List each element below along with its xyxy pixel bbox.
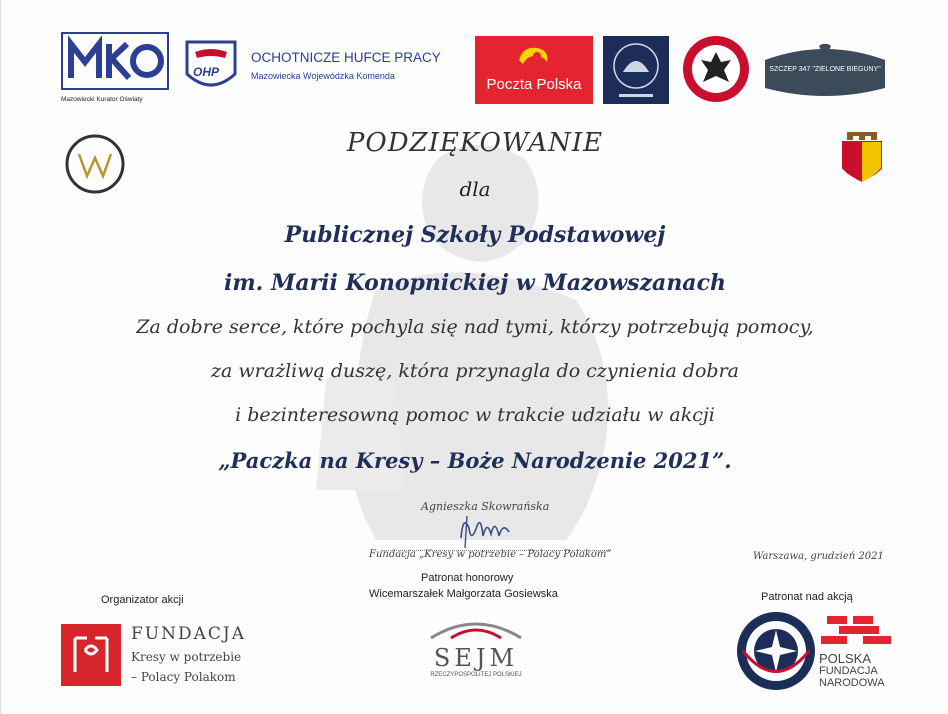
patronat-akcja-label: Patronat nad akcją <box>761 591 853 603</box>
szczep-logo <box>761 44 889 100</box>
handwritten-signature-icon <box>453 508 523 552</box>
szczep-label: SZCZEP 347 "ZIELONE BIEGUNY" <box>769 66 881 73</box>
poczta-label: Poczta Polska <box>486 76 582 93</box>
fundacja-line1: Kresy w potrzebie <box>131 650 242 664</box>
certificate-title: PODZIĘKOWANIE <box>346 128 604 158</box>
eagle-emblem-icon <box>681 34 751 104</box>
patron-emblem <box>735 610 817 692</box>
body-line-1: Za dobre serce, które pochyla się nad tymi, którzy potrzebują pomocy, <box>136 316 814 338</box>
poczta-polska-logo <box>475 36 593 104</box>
pfn-line3: NARODOWA <box>819 677 885 689</box>
signer-organization: Fundacja „Kresy w potrzebie – Polacy Polakom” <box>369 549 612 560</box>
fundacja-mark <box>61 624 121 686</box>
red-eagle-emblem <box>681 34 751 104</box>
mko-logo <box>61 32 171 104</box>
pfn-line1: POLSKA <box>819 651 872 666</box>
fundacja-title: FUNDACJA <box>131 624 247 644</box>
ohp-title: OCHOTNICZE HUFCE PRACY <box>251 50 441 65</box>
school-name-line2: im. Marii Konopnickiej w Mazowszanach <box>224 270 726 296</box>
mko-logo-icon <box>61 32 169 90</box>
mko-caption: Mazowiecki Kurator Oświaty <box>61 96 143 103</box>
navy-crest-logo <box>603 36 669 104</box>
place-date: Warszawa, grudzień 2021 <box>753 551 884 562</box>
certificate-for: dla <box>459 177 491 201</box>
sejm-label: SEJM <box>433 644 519 672</box>
pfn-stripes-icon <box>819 614 899 648</box>
posthorn-icon <box>515 42 555 70</box>
sejm-dome-icon <box>421 616 531 642</box>
campaign-name: „Paczka na Kresy – Boże Narodzenie 2021”. <box>218 448 732 473</box>
patronat-honorowy-label: Patronat honorowy <box>421 572 514 584</box>
body-line-2: za wrażliwą duszę, która przynagla do czynienia dobra <box>211 360 739 382</box>
fundacja-mark-icon <box>61 624 121 686</box>
sejm-sub: RZECZYPOSPOLITEJ POLSKIEJ <box>430 672 522 678</box>
pfn-logo <box>819 614 899 694</box>
signer-name: Agnieszka Skowrańska <box>421 500 550 513</box>
organizer-label: Organizator akcji <box>101 594 184 606</box>
fundacja-line2: – Polacy Polakom <box>131 670 236 684</box>
ohp-subtitle: Mazowiecka Wojewódzka Komenda <box>251 71 395 81</box>
school-crest-icon <box>603 36 669 104</box>
ohp-mark: OHP <box>193 65 220 79</box>
fundacja-logo <box>61 624 261 690</box>
compass-emblem-icon <box>735 610 817 692</box>
patron-name: Wicemarszałek Małgorzata Gosiewska <box>369 588 558 600</box>
school-name-line1: Publicznej Szkoły Podstawowej <box>284 222 666 248</box>
body-line-3: i bezinteresowną pomoc w trakcie udziału w akcji <box>235 404 715 426</box>
pfn-line2: FUNDACJA <box>819 665 878 677</box>
ohp-logo <box>181 38 471 98</box>
sejm-logo <box>421 616 531 696</box>
